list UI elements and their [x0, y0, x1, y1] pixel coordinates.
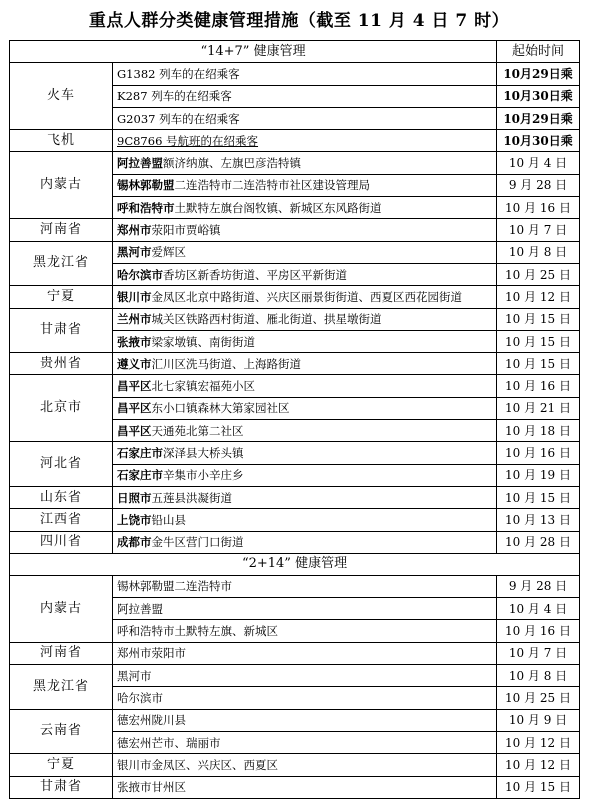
location-detail: 天通苑北第二社区 [151, 423, 244, 438]
section-header-row [10, 41, 580, 63]
location-cell [113, 442, 497, 464]
location-detail: 辛集市小辛庄乡 [163, 468, 244, 483]
start-date-cell: 10 月 21 日 [497, 397, 580, 419]
location-detail: 金牛区营门口街道 [151, 535, 244, 550]
region-cell: 甘肃省 [10, 308, 113, 353]
location-detail: 香坊区新香坊街道、平房区平新街道 [163, 267, 347, 282]
region-cell: 内蒙古 [10, 575, 113, 642]
city-name: 上饶市 [117, 512, 152, 527]
table-row [10, 241, 580, 263]
city-name: 张掖市 [117, 334, 152, 349]
start-date-cell: 10 月 13 日 [497, 509, 580, 531]
table-row [10, 776, 580, 798]
start-date-cell: 10 月 25 日 [497, 263, 580, 285]
start-date-cell: 10 月 19 日 [497, 464, 580, 486]
location-cell [113, 107, 497, 129]
start-date-cell: 10 月 15 日 [497, 353, 580, 375]
location-cell: 黑河市 [113, 665, 497, 687]
location-cell: 德宏州陇川县 [113, 709, 497, 731]
location-cell [113, 509, 497, 531]
location-detail: 土默特左旗台阁牧镇、新城区东风路街道 [174, 200, 382, 215]
start-date-cell: 10 月 4 日 [497, 152, 580, 174]
table-row [10, 442, 580, 464]
region-cell: 火车 [10, 63, 113, 130]
location-detail: 二连浩特市二连浩特市社区建设管理局 [174, 178, 370, 193]
location-detail: 金凤区北京中路街道、兴庆区丽景街街道、西夏区西花园街道 [151, 289, 462, 304]
location-cell [113, 241, 497, 263]
start-date-cell: 10 月 15 日 [497, 330, 580, 352]
location-detail: 东小口镇森林大第家园社区 [151, 401, 290, 416]
region-cell: 宁夏 [10, 754, 113, 776]
location-cell [113, 197, 497, 219]
table-row [10, 709, 580, 731]
start-date-cell: 10 月 8 日 [497, 665, 580, 687]
table-row [10, 308, 580, 330]
table-row [10, 642, 580, 664]
location-cell [113, 174, 497, 196]
table-row [10, 152, 580, 174]
region-cell: 四川省 [10, 531, 113, 553]
city-name: 遵义市 [117, 356, 152, 371]
location-cell [113, 397, 497, 419]
location-cell [113, 486, 497, 508]
location-cell: 银川市金凤区、兴庆区、西夏区 [113, 754, 497, 776]
start-date-cell: 10月30日乘 [497, 130, 580, 152]
start-date-cell: 10 月 12 日 [497, 754, 580, 776]
city-name: 呼和浩特市 [117, 200, 175, 215]
city-name: 昌平区 [117, 401, 152, 416]
region-cell: 宁夏 [10, 286, 113, 308]
city-name: 郑州市 [117, 223, 152, 238]
location-cell: 阿拉善盟 [113, 598, 497, 620]
region-cell: 甘肃省 [10, 776, 113, 798]
location-cell: 德宏州芒市、瑞丽市 [113, 731, 497, 753]
start-date-cell: 10 月 12 日 [497, 731, 580, 753]
location-cell: 呼和浩特市土默特左旗、新城区 [113, 620, 497, 642]
city-name: 黑河市 [117, 245, 152, 260]
location-detail: 城关区铁路西村街道、雁北街道、拱星墩街道 [151, 312, 382, 327]
location-detail: 北七家镇宏福苑小区 [151, 379, 255, 394]
location-cell [113, 263, 497, 285]
start-date-cell: 10 月 8 日 [497, 241, 580, 263]
table-row [10, 63, 580, 85]
table-row [10, 353, 580, 375]
health-management-table [9, 40, 580, 799]
table-row [10, 509, 580, 531]
start-date-cell: 10 月 7 日 [497, 642, 580, 664]
location-cell [113, 330, 497, 352]
location-cell [113, 63, 497, 85]
region-cell: 山东省 [10, 486, 113, 508]
location-detail: 五莲县洪凝街道 [151, 490, 232, 505]
region-cell: 贵州省 [10, 353, 113, 375]
start-date-cell: 10 月 28 日 [497, 531, 580, 553]
section-heading: “2+14” 健康管理 [10, 553, 580, 575]
location-cell [113, 152, 497, 174]
location-detail: 铅山县 [151, 512, 186, 527]
start-date-cell: 10月29日乘 [497, 107, 580, 129]
start-date-cell: 10 月 16 日 [497, 620, 580, 642]
location-cell [113, 130, 497, 152]
location-cell: 郑州市荥阳市 [113, 642, 497, 664]
city-name: 昌平区 [117, 379, 152, 394]
table-row [10, 130, 580, 152]
city-name: 昌平区 [117, 423, 152, 438]
location-cell: 哈尔滨市 [113, 687, 497, 709]
city-name: 哈尔滨市 [117, 267, 163, 282]
start-date-cell: 10 月 4 日 [497, 598, 580, 620]
location-cell [113, 353, 497, 375]
location-cell [113, 531, 497, 553]
location-detail: 爱辉区 [151, 245, 186, 260]
city-name: 日照市 [117, 490, 152, 505]
city-name: 成都市 [117, 535, 152, 550]
transport-detail: K287 列车的在绍乘客 [117, 89, 232, 104]
table-row [10, 219, 580, 241]
start-date-cell: 10月29日乘 [497, 63, 580, 85]
region-cell: 黑龙江省 [10, 665, 113, 710]
table-row [10, 531, 580, 553]
city-name: 银川市 [117, 289, 152, 304]
location-cell: 锡林郭勒盟二连浩特市 [113, 575, 497, 597]
location-detail: 梁家墩镇、南街街道 [151, 334, 255, 349]
start-date-cell: 10 月 16 日 [497, 442, 580, 464]
start-date-cell: 9 月 28 日 [497, 575, 580, 597]
region-cell: 河北省 [10, 442, 113, 487]
region-cell: 北京市 [10, 375, 113, 442]
region-cell: 内蒙古 [10, 152, 113, 219]
region-cell: 云南省 [10, 709, 113, 754]
transport-detail: G1382 列车的在绍乘客 [117, 66, 240, 81]
transport-detail: 9C8766 号航班的在绍乘客 [117, 133, 259, 148]
section-heading: “14+7” 健康管理 [10, 41, 497, 63]
city-name: 锡林郭勒盟 [117, 178, 175, 193]
location-cell [113, 420, 497, 442]
location-detail: 荥阳市贾峪镇 [151, 223, 221, 238]
location-detail: 深泽县大桥头镇 [163, 445, 244, 460]
region-cell: 河南省 [10, 642, 113, 664]
location-cell [113, 85, 497, 107]
start-date-cell: 10月30日乘 [497, 85, 580, 107]
location-cell [113, 464, 497, 486]
location-cell [113, 286, 497, 308]
region-cell: 飞机 [10, 130, 113, 152]
start-date-cell: 9 月 28 日 [497, 174, 580, 196]
start-date-cell: 10 月 15 日 [497, 776, 580, 798]
start-date-cell: 10 月 7 日 [497, 219, 580, 241]
date-column-header: 起始时间 [497, 41, 580, 63]
table-row [10, 665, 580, 687]
start-date-cell: 10 月 18 日 [497, 420, 580, 442]
table-row [10, 375, 580, 397]
city-name: 石家庄市 [117, 445, 163, 460]
table-row [10, 754, 580, 776]
city-name: 阿拉善盟 [117, 156, 163, 171]
table-row [10, 286, 580, 308]
location-detail: 额济纳旗、左旗巴彦浩特镇 [163, 156, 301, 171]
location-cell [113, 219, 497, 241]
start-date-cell: 10 月 16 日 [497, 197, 580, 219]
start-date-cell: 10 月 16 日 [497, 375, 580, 397]
start-date-cell: 10 月 25 日 [497, 687, 580, 709]
region-cell: 江西省 [10, 509, 113, 531]
table-row [10, 486, 580, 508]
city-name: 石家庄市 [117, 468, 163, 483]
section-header-row [10, 553, 580, 575]
location-cell [113, 375, 497, 397]
region-cell: 黑龙江省 [10, 241, 113, 286]
start-date-cell: 10 月 9 日 [497, 709, 580, 731]
table-row [10, 575, 580, 597]
location-cell [113, 308, 497, 330]
transport-detail: G2037 列车的在绍乘客 [117, 111, 240, 126]
location-cell: 张掖市甘州区 [113, 776, 497, 798]
location-detail: 汇川区洗马街道、上海路街道 [151, 356, 301, 371]
start-date-cell: 10 月 15 日 [497, 308, 580, 330]
start-date-cell: 10 月 12 日 [497, 286, 580, 308]
region-cell: 河南省 [10, 219, 113, 241]
page-title: 重点人群分类健康管理措施（截至 11 月 4 日 7 时） [88, 11, 510, 31]
start-date-cell: 10 月 15 日 [497, 486, 580, 508]
city-name: 兰州市 [117, 312, 152, 327]
